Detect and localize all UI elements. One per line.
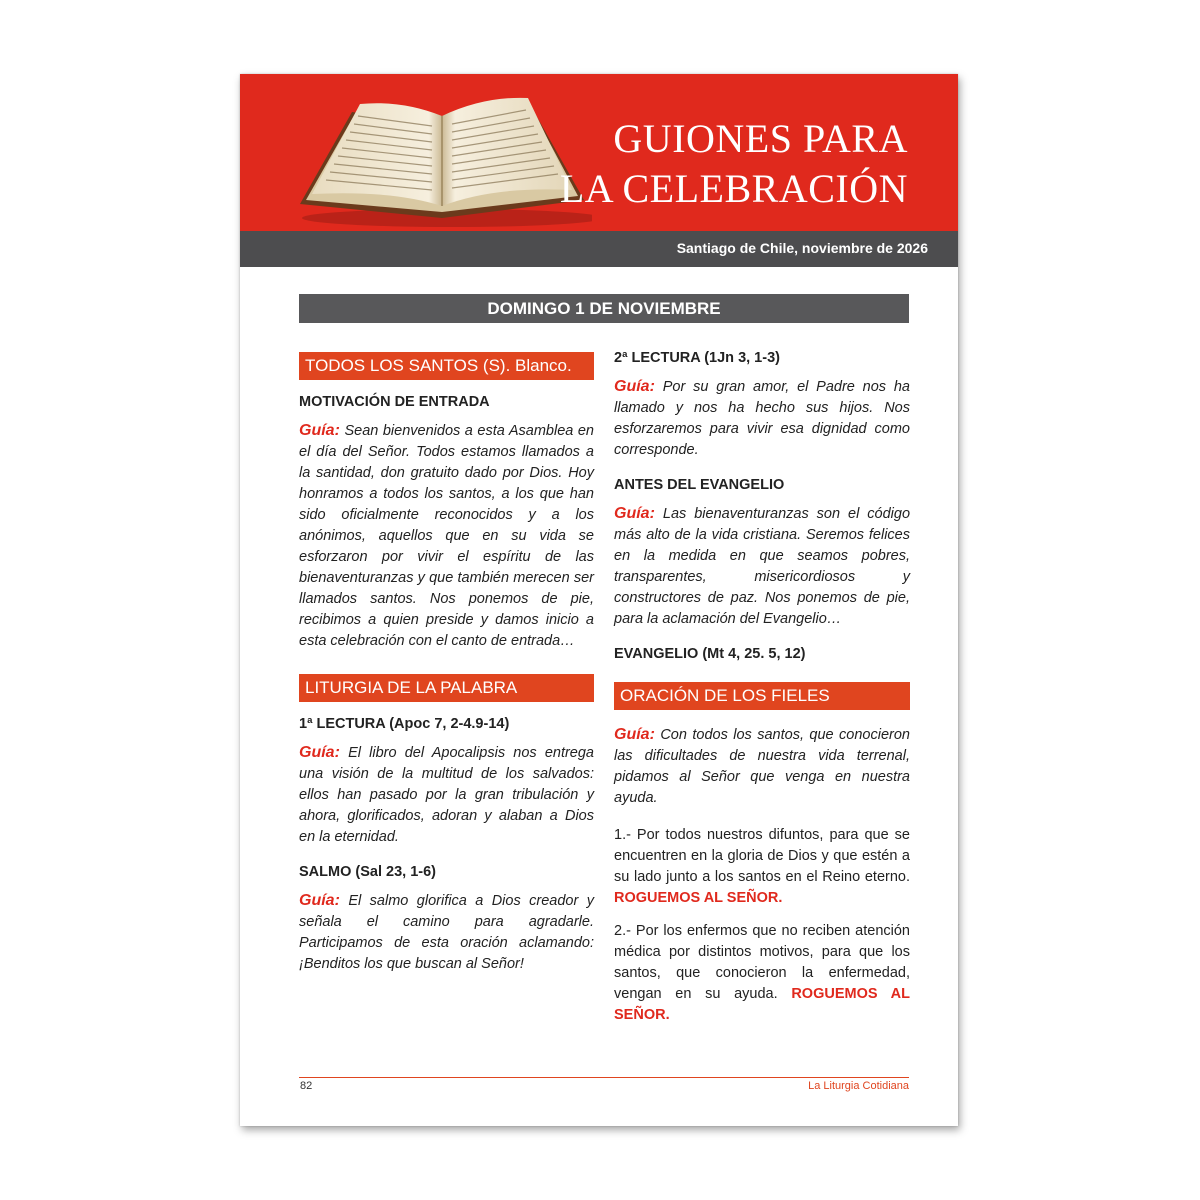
guia-label: Guía: [299, 892, 340, 909]
section-oracion-fieles: ORACIÓN DE LOS FIELES [614, 682, 910, 710]
document-page [240, 74, 958, 1126]
lectura2-body: Por su gran amor, el Padre nos ha llamado y nos ha hecho sus hijos. Nos esforzaremos para vivir esa dignidad como corresponde. [614, 379, 910, 458]
motivacion-body: Sean bienvenidos a esta Asamblea en el día del Señor. Todos estamos llamados a la santidad, don gratuito dado por Dios. Hoy honramos a todos los santos, a los que han sido oficialmente reconocidos y a los anónimos, aquellos que en su vida se esforzaron por vivir el espíritu de las bienaventuranzas y que también merecen ser llamados santos. Nos ponemos de pie, recibimos a quien preside y damos inicio a esta celebración con el canto de entrada… [299, 423, 594, 649]
guia-label: Guía: [299, 744, 340, 761]
guia-label: Guía: [614, 505, 655, 522]
section-liturgia-palabra: LITURGIA DE LA PALABRA [299, 674, 594, 702]
salmo-body: El salmo glorifica a Dios creador y señala el camino para agradarle. Participamos de esta oración aclamando: ¡Benditos los que buscan al Señor! [299, 893, 595, 972]
page-number: 82 [300, 1080, 313, 1092]
peticion-1-response: ROGUEMOS AL SEÑOR. [614, 890, 783, 906]
lectura1-body: El libro del Apocalipsis nos entrega una visión de la multitud de los salvados: ellos han pasado por la gran tribulación y ahora, glorificados, adoran y alaban a Dios en la eternidad. [299, 745, 594, 845]
date-bar [240, 231, 958, 267]
lectura2-heading: 2ª LECTURA (1Jn 3, 1-3) [614, 350, 780, 366]
lectura1-heading: 1ª LECTURA (Apoc 7, 2-4.9-14) [299, 716, 510, 732]
lectura2-text [614, 376, 910, 461]
evangelio-heading: EVANGELIO (Mt 4, 25. 5, 12) [614, 646, 806, 662]
antes-evangelio-text [614, 503, 910, 630]
oracion-text [614, 724, 910, 809]
motivacion-text [299, 420, 594, 652]
lectura1-text [299, 742, 594, 848]
left-column [299, 352, 594, 991]
publication-name: La Liturgia Cotidiana [808, 1080, 909, 1092]
oracion-body: Con todos los santos, que conocieron las dificultades de nuestra vida terrenal, pidamos al Señor que venga en nuestra ayuda. [614, 727, 910, 806]
guia-label: Guía: [614, 726, 655, 743]
page-title [560, 114, 908, 214]
day-title: DOMINGO 1 DE NOVIEMBRE [299, 294, 909, 323]
header-banner [240, 74, 958, 231]
motivacion-heading: MOTIVACIÓN DE ENTRADA [299, 394, 490, 410]
title-line-1: GUIONES PARA [613, 116, 908, 161]
open-book-image [292, 82, 592, 228]
peticion-1 [614, 825, 910, 909]
salmo-text [299, 890, 594, 975]
location-date: Santiago de Chile, noviembre de 2026 [676, 240, 928, 256]
salmo-heading: SALMO (Sal 23, 1-6) [299, 864, 436, 880]
peticion-2-body: 2.- Por los enfermos que no reciben atención médica por distintos motivos, para que los santos, que conocieron la enfermedad, vengan en su ayuda. [614, 923, 910, 1002]
peticion-2 [614, 921, 910, 1026]
peticion-1-body: 1.- Por todos nuestros difuntos, para que se encuentren en la gloria de Dios y que estén a su lado junto a los santos en el Reino eterno. [614, 827, 910, 885]
footer-rule [299, 1077, 909, 1078]
guia-label: Guía: [299, 422, 340, 439]
right-column [614, 350, 910, 1038]
antes-evangelio-body: Las bienaventuranzas son el código más alto de la vida cristiana. Seremos felices en la medida en que seamos pobres, transparentes, misericordiosos y constructores de paz. Nos ponemos de pie, para la aclamación del Evangelio… [614, 506, 911, 627]
title-line-2: LA CELEBRACIÓN [559, 166, 908, 211]
peticion-2-response: ROGUEMOS AL SEÑOR. [614, 986, 911, 1023]
guia-label: Guía: [614, 378, 655, 395]
antes-evangelio-heading: ANTES DEL EVANGELIO [614, 477, 785, 493]
section-todos-los-santos: TODOS LOS SANTOS (S). Blanco. [299, 352, 594, 380]
